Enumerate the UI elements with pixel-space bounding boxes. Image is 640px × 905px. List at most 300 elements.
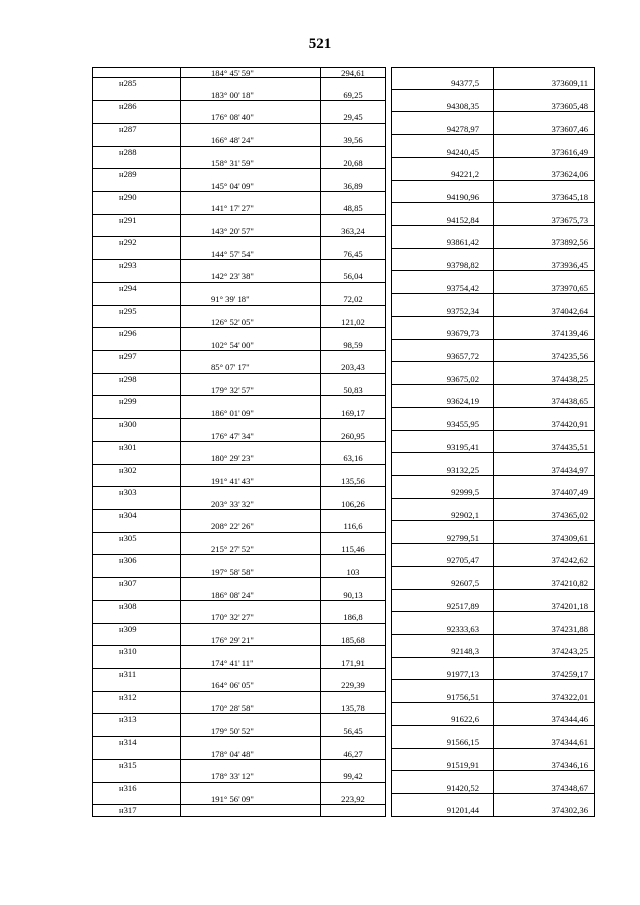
direction-angle-cell	[180, 533, 320, 544]
x-coordinate-cell: 94152,84	[391, 215, 493, 226]
point-name-cell	[92, 203, 180, 214]
point-row	[92, 692, 595, 703]
direction-angle-cell: 197° 58' 58"	[180, 567, 320, 578]
point-name-cell: н312	[92, 692, 180, 703]
page-number: 521	[308, 36, 332, 52]
y-coordinate-cell: 373607,46	[493, 124, 595, 135]
x-coordinate-cell: 92902,1	[391, 510, 493, 521]
point-name-cell	[92, 271, 180, 282]
point-row	[92, 555, 595, 566]
length-cell	[320, 169, 386, 180]
x-coordinate-cell: 91420,52	[391, 783, 493, 794]
y-coordinate-cell: 374139,46	[493, 328, 595, 339]
y-coordinate-cell	[493, 771, 595, 782]
point-name-cell	[92, 431, 180, 442]
y-coordinate-cell	[493, 590, 595, 601]
y-coordinate-cell	[493, 317, 595, 328]
x-coordinate-cell: 92517,89	[391, 601, 493, 612]
y-coordinate-cell: 374438,25	[493, 374, 595, 385]
point-name-cell	[92, 317, 180, 328]
x-coordinate-cell	[391, 112, 493, 123]
direction-angle-cell	[180, 624, 320, 635]
length-cell: 115,46	[320, 544, 386, 555]
y-coordinate-cell: 373609,11	[493, 78, 595, 89]
point-row	[92, 737, 595, 748]
direction-angle-cell: 126° 52' 05"	[180, 317, 320, 328]
point-row	[92, 124, 595, 135]
direction-angle-cell: 143° 20' 57"	[180, 226, 320, 237]
y-coordinate-cell: 374322,01	[493, 692, 595, 703]
y-coordinate-cell: 374201,18	[493, 601, 595, 612]
point-row	[92, 624, 595, 635]
x-coordinate-cell: 93132,25	[391, 465, 493, 476]
x-coordinate-cell	[391, 294, 493, 305]
y-coordinate-cell: 374344,46	[493, 714, 595, 725]
point-row	[92, 101, 595, 112]
length-cell: 39,56	[320, 135, 386, 146]
point-name-cell	[92, 499, 180, 510]
y-coordinate-cell: 373675,73	[493, 215, 595, 226]
direction-angle-cell	[180, 669, 320, 680]
x-coordinate-cell	[391, 726, 493, 737]
direction-angle-cell	[180, 169, 320, 180]
y-coordinate-cell: 374438,65	[493, 396, 595, 407]
direction-angle-cell	[180, 237, 320, 248]
x-coordinate-cell	[391, 362, 493, 373]
x-coordinate-cell	[391, 703, 493, 714]
length-cell	[320, 147, 386, 158]
point-name-cell: н300	[92, 419, 180, 430]
y-coordinate-cell: 373970,65	[493, 283, 595, 294]
segment-row	[92, 567, 595, 578]
segment-row	[92, 635, 595, 646]
x-coordinate-cell	[391, 135, 493, 146]
point-name-cell: н303	[92, 487, 180, 498]
length-cell	[320, 805, 386, 816]
direction-angle-cell: 183° 00' 18"	[180, 90, 320, 101]
direction-angle-cell	[180, 260, 320, 271]
segment-row	[92, 499, 595, 510]
point-name-cell: н304	[92, 510, 180, 521]
y-coordinate-cell	[493, 544, 595, 555]
segment-row	[92, 317, 595, 328]
point-name-cell: н299	[92, 396, 180, 407]
direction-angle-cell	[180, 419, 320, 430]
point-name-cell	[92, 635, 180, 646]
point-name-cell: н298	[92, 374, 180, 385]
length-cell: 48,85	[320, 203, 386, 214]
point-name-cell	[92, 771, 180, 782]
x-coordinate-cell: 91201,44	[391, 805, 493, 816]
length-cell	[320, 510, 386, 521]
y-coordinate-cell	[493, 67, 595, 78]
length-cell: 294,61	[320, 67, 386, 78]
length-cell	[320, 533, 386, 544]
x-coordinate-cell	[391, 499, 493, 510]
point-name-cell	[92, 658, 180, 669]
point-name-cell	[92, 612, 180, 623]
y-coordinate-cell: 374235,56	[493, 351, 595, 362]
length-cell: 106,26	[320, 499, 386, 510]
direction-angle-cell	[180, 124, 320, 135]
length-cell	[320, 215, 386, 226]
length-cell: 72,02	[320, 294, 386, 305]
point-row	[92, 396, 595, 407]
point-name-cell: н306	[92, 555, 180, 566]
y-coordinate-cell: 374042,64	[493, 306, 595, 317]
point-name-cell	[92, 726, 180, 737]
length-cell: 116,6	[320, 521, 386, 532]
point-name-cell: н290	[92, 192, 180, 203]
y-coordinate-cell: 374243,25	[493, 646, 595, 657]
direction-angle-cell	[180, 737, 320, 748]
point-row	[92, 783, 595, 794]
point-name-cell	[92, 249, 180, 260]
point-row	[92, 328, 595, 339]
direction-angle-cell	[180, 714, 320, 725]
direction-angle-cell: 184° 45' 59"	[180, 67, 320, 78]
point-row	[92, 147, 595, 158]
x-coordinate-cell: 93798,82	[391, 260, 493, 271]
direction-angle-cell: 215° 27' 52"	[180, 544, 320, 555]
length-cell: 29,45	[320, 112, 386, 123]
point-row	[92, 237, 595, 248]
point-name-cell: н315	[92, 760, 180, 771]
point-row	[92, 283, 595, 294]
segment-row	[92, 771, 595, 782]
point-row	[92, 442, 595, 453]
x-coordinate-cell	[391, 431, 493, 442]
y-coordinate-cell	[493, 612, 595, 623]
point-name-cell	[92, 453, 180, 464]
direction-angle-cell: 166° 48' 24"	[180, 135, 320, 146]
segment-row	[92, 112, 595, 123]
direction-angle-cell	[180, 78, 320, 89]
point-name-cell: н288	[92, 147, 180, 158]
y-coordinate-cell	[493, 476, 595, 487]
point-name-cell	[92, 112, 180, 123]
length-cell	[320, 669, 386, 680]
direction-angle-cell: 176° 47' 34"	[180, 431, 320, 442]
y-coordinate-cell: 374344,61	[493, 737, 595, 748]
point-name-cell	[92, 521, 180, 532]
x-coordinate-cell	[391, 317, 493, 328]
point-row	[92, 78, 595, 89]
y-coordinate-cell: 374420,91	[493, 419, 595, 430]
x-coordinate-cell	[391, 271, 493, 282]
point-name-cell	[92, 90, 180, 101]
x-coordinate-cell: 93675,02	[391, 374, 493, 385]
y-coordinate-cell	[493, 203, 595, 214]
y-coordinate-cell: 373624,06	[493, 169, 595, 180]
point-row	[92, 805, 595, 816]
direction-angle-cell: 145° 04' 09"	[180, 181, 320, 192]
point-row	[92, 578, 595, 589]
direction-angle-cell	[180, 215, 320, 226]
x-coordinate-cell	[391, 476, 493, 487]
y-coordinate-cell	[493, 658, 595, 669]
y-coordinate-cell: 374434,97	[493, 465, 595, 476]
x-coordinate-cell: 91977,13	[391, 669, 493, 680]
length-cell: 56,04	[320, 271, 386, 282]
point-name-cell: н307	[92, 578, 180, 589]
segment-row	[92, 612, 595, 623]
length-cell: 63,16	[320, 453, 386, 464]
x-coordinate-cell: 93657,72	[391, 351, 493, 362]
y-coordinate-cell	[493, 226, 595, 237]
point-name-cell	[92, 362, 180, 373]
direction-angle-cell: 164° 06' 05"	[180, 680, 320, 691]
direction-angle-cell: 191° 41' 43"	[180, 476, 320, 487]
point-name-cell	[92, 567, 180, 578]
length-cell	[320, 396, 386, 407]
x-coordinate-cell	[391, 340, 493, 351]
point-name-cell	[92, 590, 180, 601]
x-coordinate-cell	[391, 749, 493, 760]
x-coordinate-cell	[391, 408, 493, 419]
segment-row	[92, 181, 595, 192]
segment-row	[92, 203, 595, 214]
x-coordinate-cell	[391, 385, 493, 396]
length-cell: 363,24	[320, 226, 386, 237]
direction-angle-cell	[180, 442, 320, 453]
length-cell: 223,92	[320, 794, 386, 805]
point-row	[92, 510, 595, 521]
direction-angle-cell	[180, 510, 320, 521]
y-coordinate-cell: 374309,61	[493, 533, 595, 544]
y-coordinate-cell	[493, 680, 595, 691]
segment-row	[92, 385, 595, 396]
point-name-cell: н294	[92, 283, 180, 294]
point-name-cell	[92, 749, 180, 760]
direction-angle-cell	[180, 351, 320, 362]
y-coordinate-cell: 373892,56	[493, 237, 595, 248]
segment-row	[92, 271, 595, 282]
x-coordinate-cell	[391, 181, 493, 192]
segment-row	[92, 431, 595, 442]
direction-angle-cell	[180, 487, 320, 498]
y-coordinate-cell: 374346,16	[493, 760, 595, 771]
length-cell: 185,68	[320, 635, 386, 646]
point-name-cell	[92, 158, 180, 169]
direction-angle-cell: 208° 22' 26"	[180, 521, 320, 532]
x-coordinate-cell	[391, 635, 493, 646]
x-coordinate-cell	[391, 771, 493, 782]
x-coordinate-cell: 94240,45	[391, 147, 493, 158]
point-row	[92, 533, 595, 544]
direction-angle-cell: 158° 31' 59"	[180, 158, 320, 169]
point-name-cell: н289	[92, 169, 180, 180]
point-name-cell	[92, 340, 180, 351]
length-cell: 121,02	[320, 317, 386, 328]
segment-row	[92, 90, 595, 101]
direction-angle-cell: 176° 29' 21"	[180, 635, 320, 646]
direction-angle-cell: 176° 08' 40"	[180, 112, 320, 123]
x-coordinate-cell	[391, 658, 493, 669]
x-coordinate-cell	[391, 203, 493, 214]
point-name-cell: н296	[92, 328, 180, 339]
segment-row	[92, 658, 595, 669]
point-name-cell: н313	[92, 714, 180, 725]
point-row	[92, 487, 595, 498]
direction-angle-cell: 170° 28' 58"	[180, 703, 320, 714]
y-coordinate-cell	[493, 453, 595, 464]
x-coordinate-cell: 91519,91	[391, 760, 493, 771]
direction-angle-cell	[180, 147, 320, 158]
length-cell	[320, 624, 386, 635]
direction-angle-cell: 178° 04' 48"	[180, 749, 320, 760]
y-coordinate-cell: 373645,18	[493, 192, 595, 203]
point-name-cell: н308	[92, 601, 180, 612]
x-coordinate-cell: 93861,42	[391, 237, 493, 248]
y-coordinate-cell	[493, 726, 595, 737]
length-cell: 186,8	[320, 612, 386, 623]
y-coordinate-cell	[493, 249, 595, 260]
point-row	[92, 419, 595, 430]
x-coordinate-cell	[391, 67, 493, 78]
point-name-cell: н311	[92, 669, 180, 680]
direction-angle-cell: 178° 33' 12"	[180, 771, 320, 782]
point-row	[92, 169, 595, 180]
direction-angle-cell	[180, 374, 320, 385]
y-coordinate-cell: 374407,49	[493, 487, 595, 498]
x-coordinate-cell: 92148,3	[391, 646, 493, 657]
point-name-cell	[92, 544, 180, 555]
x-coordinate-cell: 91756,51	[391, 692, 493, 703]
point-name-cell: н295	[92, 306, 180, 317]
point-name-cell: н293	[92, 260, 180, 271]
length-cell	[320, 692, 386, 703]
x-coordinate-cell: 93195,41	[391, 442, 493, 453]
x-coordinate-cell: 93679,73	[391, 328, 493, 339]
y-coordinate-cell: 373616,49	[493, 147, 595, 158]
point-name-cell: н309	[92, 624, 180, 635]
length-cell: 229,39	[320, 680, 386, 691]
point-row	[92, 192, 595, 203]
direction-angle-cell	[180, 646, 320, 657]
point-name-cell: н291	[92, 215, 180, 226]
y-coordinate-cell: 374365,02	[493, 510, 595, 521]
segment-row	[92, 590, 595, 601]
point-name-cell: н301	[92, 442, 180, 453]
direction-angle-cell	[180, 192, 320, 203]
length-cell	[320, 374, 386, 385]
y-coordinate-cell	[493, 749, 595, 760]
length-cell: 99,42	[320, 771, 386, 782]
x-coordinate-cell	[391, 521, 493, 532]
y-coordinate-cell	[493, 112, 595, 123]
length-cell	[320, 601, 386, 612]
y-coordinate-cell: 374210,82	[493, 578, 595, 589]
x-coordinate-cell: 92705,47	[391, 555, 493, 566]
y-coordinate-cell	[493, 294, 595, 305]
x-coordinate-cell	[391, 794, 493, 805]
y-coordinate-cell: 374302,36	[493, 805, 595, 816]
segment-row	[92, 453, 595, 464]
point-name-cell: н310	[92, 646, 180, 657]
length-cell	[320, 306, 386, 317]
x-coordinate-cell: 94190,96	[391, 192, 493, 203]
direction-angle-cell	[180, 283, 320, 294]
point-row	[92, 260, 595, 271]
length-cell: 56,45	[320, 726, 386, 737]
direction-angle-cell: 203° 33' 32"	[180, 499, 320, 510]
point-name-cell	[92, 703, 180, 714]
length-cell	[320, 783, 386, 794]
direction-angle-cell	[180, 805, 320, 816]
point-name-cell	[92, 385, 180, 396]
point-row	[92, 601, 595, 612]
length-cell	[320, 124, 386, 135]
point-name-cell: н297	[92, 351, 180, 362]
segment-row	[92, 749, 595, 760]
point-name-cell: н285	[92, 78, 180, 89]
length-cell	[320, 737, 386, 748]
segment-row	[92, 794, 595, 805]
segment-row	[92, 408, 595, 419]
point-name-cell	[92, 135, 180, 146]
length-cell	[320, 192, 386, 203]
segment-row	[92, 158, 595, 169]
segment-row	[92, 476, 595, 487]
length-cell	[320, 237, 386, 248]
direction-angle-cell	[180, 555, 320, 566]
point-name-cell: н287	[92, 124, 180, 135]
direction-angle-cell: 102° 54' 00"	[180, 340, 320, 351]
y-coordinate-cell	[493, 431, 595, 442]
y-coordinate-cell	[493, 521, 595, 532]
y-coordinate-cell: 373605,48	[493, 101, 595, 112]
x-coordinate-cell	[391, 590, 493, 601]
x-coordinate-cell	[391, 544, 493, 555]
x-coordinate-cell: 92999,5	[391, 487, 493, 498]
direction-angle-cell: 179° 32' 57"	[180, 385, 320, 396]
length-cell	[320, 578, 386, 589]
point-name-cell	[92, 226, 180, 237]
point-name-cell: н302	[92, 465, 180, 476]
segment-row	[92, 226, 595, 237]
y-coordinate-cell	[493, 90, 595, 101]
length-cell	[320, 442, 386, 453]
point-name-cell	[92, 67, 180, 78]
x-coordinate-cell: 93455,95	[391, 419, 493, 430]
y-coordinate-cell: 374348,67	[493, 783, 595, 794]
length-cell	[320, 351, 386, 362]
length-cell: 98,59	[320, 340, 386, 351]
length-cell	[320, 101, 386, 112]
length-cell	[320, 328, 386, 339]
length-cell	[320, 487, 386, 498]
x-coordinate-cell: 92799,51	[391, 533, 493, 544]
segment-row	[92, 680, 595, 691]
x-coordinate-cell: 91566,15	[391, 737, 493, 748]
length-cell	[320, 760, 386, 771]
point-name-cell: н292	[92, 237, 180, 248]
length-cell: 50,83	[320, 385, 386, 396]
y-coordinate-cell	[493, 635, 595, 646]
length-cell	[320, 78, 386, 89]
direction-angle-cell	[180, 465, 320, 476]
segment-row	[92, 249, 595, 260]
length-cell: 135,78	[320, 703, 386, 714]
direction-angle-cell	[180, 578, 320, 589]
length-cell	[320, 555, 386, 566]
y-coordinate-cell	[493, 362, 595, 373]
point-row	[92, 351, 595, 362]
y-coordinate-cell: 374259,17	[493, 669, 595, 680]
point-name-cell	[92, 294, 180, 305]
coordinates-table	[92, 67, 595, 817]
